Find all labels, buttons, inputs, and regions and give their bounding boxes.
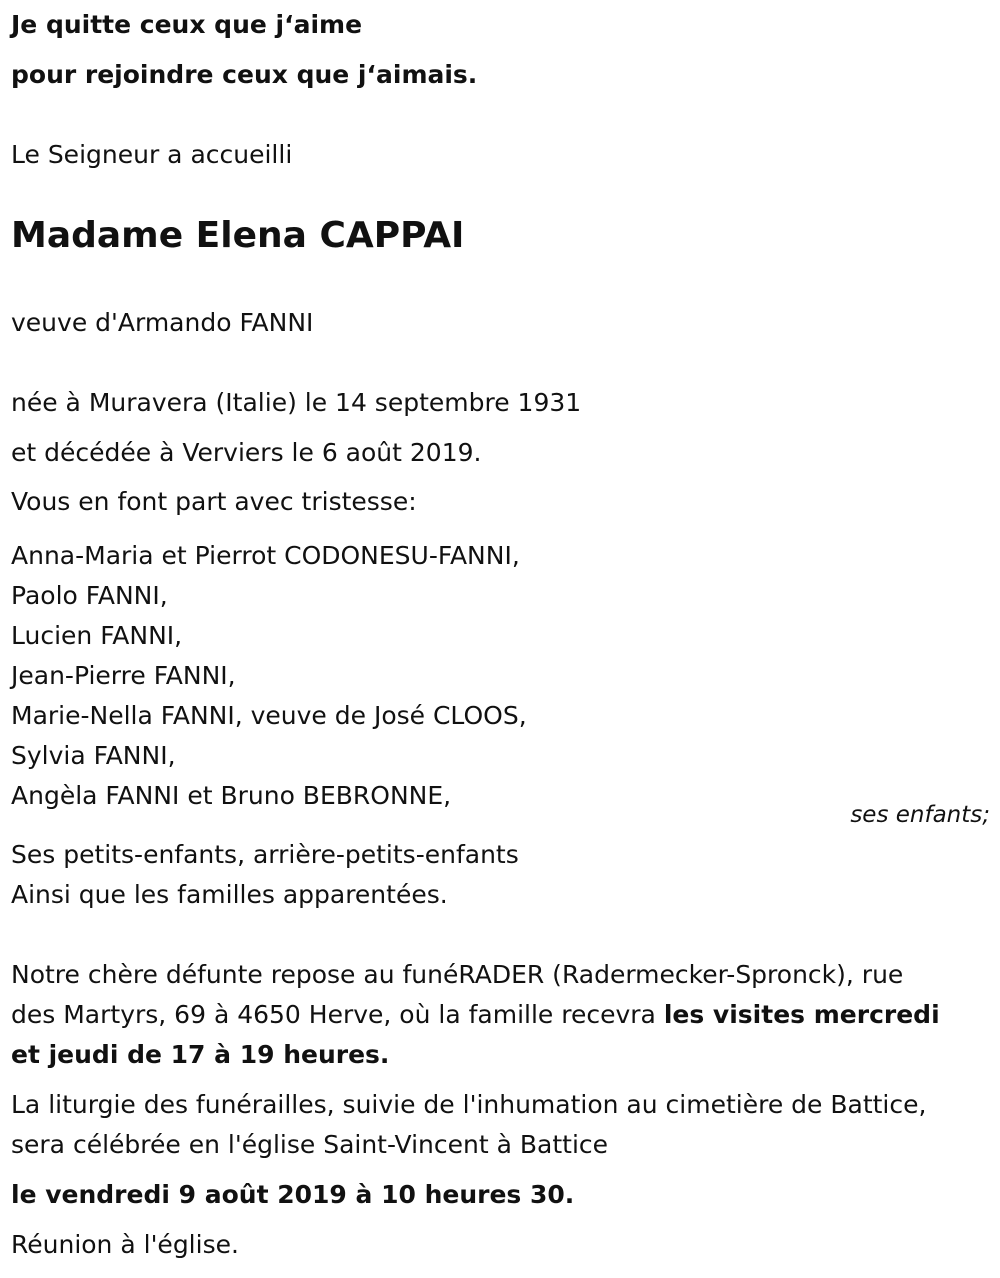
repose-line-1: Notre chère défunte repose au funéRADER (Radermecker-Spronck), rue bbox=[11, 960, 904, 989]
funeral-date: le vendredi 9 août 2019 à 10 heures 30. bbox=[11, 1180, 575, 1209]
list-item: Lucien FANNI, bbox=[11, 621, 183, 650]
verse-line-1: Je quitte ceux que j‘aime bbox=[11, 10, 363, 39]
list-item: Angèla FANNI et Bruno BEBRONNE, bbox=[11, 781, 452, 810]
intro-text: Le Seigneur a accueilli bbox=[11, 140, 293, 169]
repose-line-2 bbox=[11, 1000, 940, 1030]
gathering-text: Réunion à l'église. bbox=[11, 1230, 239, 1259]
repose-line-3: et jeudi de 17 à 19 heures. bbox=[11, 1040, 390, 1069]
children-list bbox=[11, 536, 527, 816]
list-item: Paolo FANNI, bbox=[11, 581, 168, 610]
deceased-name: Madame Elena CAPPAI bbox=[11, 215, 465, 256]
list-item: Jean-Pierre FANNI, bbox=[11, 661, 236, 690]
birth-text: née à Muravera (Italie) le 14 septembre 1931 bbox=[11, 388, 582, 417]
list-item: Marie-Nella FANNI, veuve de José CLOOS, bbox=[11, 701, 527, 730]
death-text: et décédée à Verviers le 6 août 2019. bbox=[11, 438, 482, 467]
families-text: Ainsi que les familles apparentées. bbox=[11, 880, 448, 909]
verse-line-2: pour rejoindre ceux que j‘aimais. bbox=[11, 60, 478, 89]
children-label: ses enfants; bbox=[850, 802, 990, 828]
repose-line-2-plain: des Martyrs, 69 à 4650 Herve, où la famille recevra bbox=[11, 1000, 664, 1029]
visits-bold: les visites mercredi bbox=[663, 1000, 940, 1029]
grandchildren-text: Ses petits-enfants, arrière-petits-enfants bbox=[11, 840, 519, 869]
list-item: Sylvia FANNI, bbox=[11, 741, 176, 770]
liturgy-line-1: La liturgie des funérailles, suivie de l'inhumation au cimetière de Battice, bbox=[11, 1090, 927, 1119]
widow-of-text: veuve d'Armando FANNI bbox=[11, 308, 314, 337]
announcement-text: Vous en font part avec tristesse: bbox=[11, 487, 417, 516]
list-item: Anna-Maria et Pierrot CODONESU-FANNI, bbox=[11, 541, 520, 570]
liturgy-line-2: sera célébrée en l'église Saint-Vincent à Battice bbox=[11, 1130, 609, 1159]
